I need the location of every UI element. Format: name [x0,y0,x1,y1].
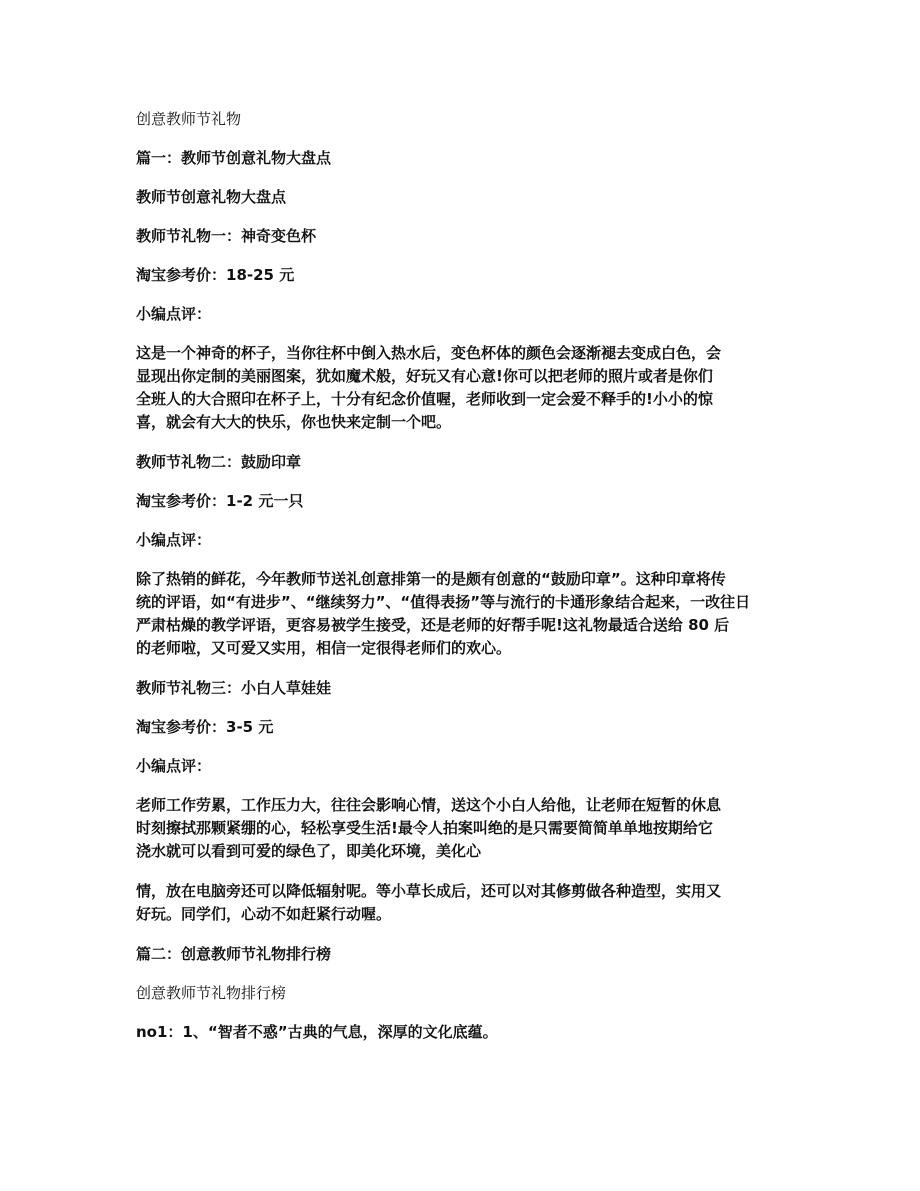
paragraph-line: 统的评语，如“有进步”、“继续努力”、“值得表扬”等与流行的卡通形象结合起来，一改往日 [136,593,751,611]
section1-heading: 篇一：教师节创意礼物大盘点 [136,149,332,167]
gift3-name: 教师节礼物三：小白人草娃娃 [136,679,332,697]
paragraph-line: 情，放在电脑旁还可以降低辐射呢。等小草长成后，还可以对其修剪做各种造型，实用又 [136,882,722,900]
gift3-review-paragraph-b [136,880,786,926]
paragraph-line: 这是一个神奇的杯子，当你往杯中倒入热水后，变色杯体的颜色会逐渐褪去变成白色，会 [136,344,722,362]
paragraph-line: 老师工作劳累，工作压力大，往往会影响心情，送这个小白人给他，让老师在短暂的休息 [136,796,722,814]
document-page [136,108,786,1060]
paragraph-line: 严肃枯燥的教学评语，更容易被学生接受，还是老师的好帮手呢!这礼物最适合送给 80 后 [136,616,730,634]
paragraph-line: 时刻擦拭那颗紧绷的心，轻松享受生活!最令人拍案叫绝的是只需要简简单单地按期给它 [136,819,713,837]
paragraph-line: 除了热销的鲜花，今年教师节送礼创意排第一的是颇有创意的“鼓励印章”。这种印章将传 [136,570,726,588]
section2-subtitle: 创意教师节礼物排行榜 [136,984,287,1002]
gift2-review-label: 小编点评： [136,531,212,549]
gift1-review-label: 小编点评： [136,305,212,323]
paragraph-line: 显现出你定制的美丽图案，犹如魔术般，好玩又有心意!你可以把老师的照片或者是你们 [136,367,713,385]
gift3-review-label: 小编点评： [136,757,212,775]
gift2-name: 教师节礼物二：鼓励印章 [136,453,302,471]
paragraph-line: 好玩。同学们，心动不如赶紧行动喔。 [136,905,392,923]
paragraph-line: 浇水就可以看到可爱的绿色了，即美化环境，美化心 [136,842,482,860]
gift1-review-paragraph [136,342,786,434]
gift3-review-paragraph-a [136,794,786,863]
gift2-price: 淘宝参考价：1-2 元一只 [136,492,304,510]
gift1-name: 教师节礼物一：神奇变色杯 [136,227,317,245]
paragraph-line: 全班人的大合照印在杯子上，十分有纪念价值喔，老师收到一定会爱不释手的!小小的惊 [136,390,713,408]
gift3-price: 淘宝参考价：3-5 元 [136,718,274,736]
document-title: 创意教师节礼物 [136,110,242,128]
section1-subtitle: 教师节创意礼物大盘点 [136,188,287,206]
gift1-price: 淘宝参考价：18-25 元 [136,266,295,284]
paragraph-line: 的老师啦，又可爱又实用，相信一定很得老师们的欢心。 [136,639,512,657]
section2-heading: 篇二：创意教师节礼物排行榜 [136,945,332,963]
gift2-review-paragraph [136,568,786,660]
paragraph-line: 喜，就会有大大的快乐，你也快来定制一个吧。 [136,413,452,431]
no1-line: no1：1、“智者不惑”古典的气息，深厚的文化底蕴。 [136,1023,498,1041]
